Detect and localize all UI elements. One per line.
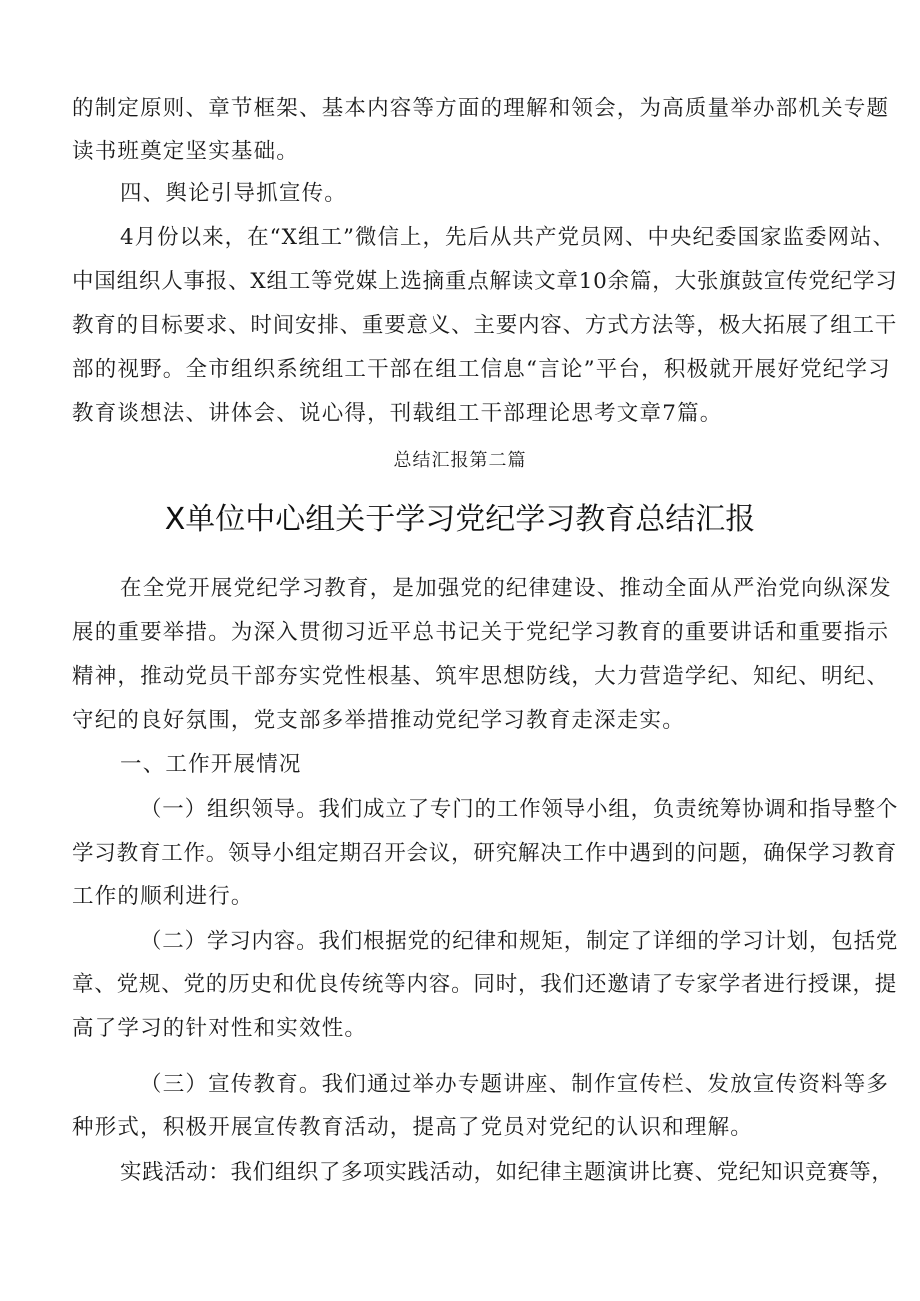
body-text-line: 4月份以来，在“X组工”微信上，先后从共产党员网、中央纪委国家监委网站、 bbox=[120, 225, 895, 250]
body-text-line: 中国组织人事报、X组工等党媒上选摘重点解读文章10余篇，大张旗鼓宣传党纪学习 bbox=[72, 269, 898, 294]
body-text-line: 读书班奠定坚实基础。 bbox=[72, 139, 300, 164]
document-caption: 总结汇报第二篇 bbox=[393, 450, 527, 471]
body-text-line: 部的视野。全市组织系统组工干部在组工信息“言论”平台，积极就开展好党纪学习 bbox=[72, 357, 891, 382]
body-text-line: 工作的顺利进行。 bbox=[72, 884, 254, 909]
body-text-line: 学习教育工作。领导小组定期召开会议，研究解决工作中遇到的问题，确保学习教育 bbox=[72, 841, 898, 866]
body-text-line: 种形式，积极开展宣传教育活动，提高了党员对党纪的认识和理解。 bbox=[72, 1115, 754, 1140]
body-text-line: （三）宣传教育。我们通过举办专题讲座、制作宣传栏、发放宣传资料等多 bbox=[140, 1072, 890, 1097]
section-heading: 一、工作开展情况 bbox=[120, 752, 302, 777]
body-text-line: 在全党开展党纪学习教育，是加强党的纪律建设、推动全面从严治党向纵深发 bbox=[120, 576, 892, 601]
body-text-line: 教育的目标要求、时间安排、重要意义、主要内容、方式方法等，极大拓展了组工干 bbox=[72, 313, 898, 338]
body-text-line: 高了学习的针对性和实效性。 bbox=[72, 1016, 368, 1041]
body-text-line: 实践活动：我们组织了多项实践活动，如纪律主题演讲比赛、党纪知识竞赛等， bbox=[120, 1160, 894, 1185]
body-text-line: 精神，推动党员干部夯实党性根基、筑牢思想防线，大力营造学纪、知纪、明纪、 bbox=[72, 664, 890, 689]
body-text-line: （二）学习内容。我们根据党的纪律和规矩，制定了详细的学习计划，包括党 bbox=[140, 929, 899, 954]
body-text-line: 教育谈想法、讲体会、说心得，刊载组工干部理论思考文章7篇。 bbox=[72, 401, 723, 426]
body-text-line: （一）组织领导。我们成立了专门的工作领导小组，负责统筹协调和指导整个 bbox=[140, 797, 899, 822]
body-text-line: 守纪的良好氛围，党支部多举措推动党纪学习教育走深走实。 bbox=[72, 708, 685, 733]
document-title: X单位中心组关于学习党纪学习教育总结汇报 bbox=[164, 502, 756, 537]
body-text-line: 的制定原则、章节框架、基本内容等方面的理解和领会，为高质量举办部机关专题 bbox=[72, 96, 890, 121]
body-text-line: 展的重要举措。为深入贯彻习近平总书记关于党纪学习教育的重要讲话和重要指示 bbox=[72, 620, 890, 645]
body-text-line: 章、党规、党的历史和优良传统等内容。同时，我们还邀请了专家学者进行授课，提 bbox=[72, 972, 898, 997]
section-heading: 四、舆论引导抓宣传。 bbox=[120, 181, 348, 206]
